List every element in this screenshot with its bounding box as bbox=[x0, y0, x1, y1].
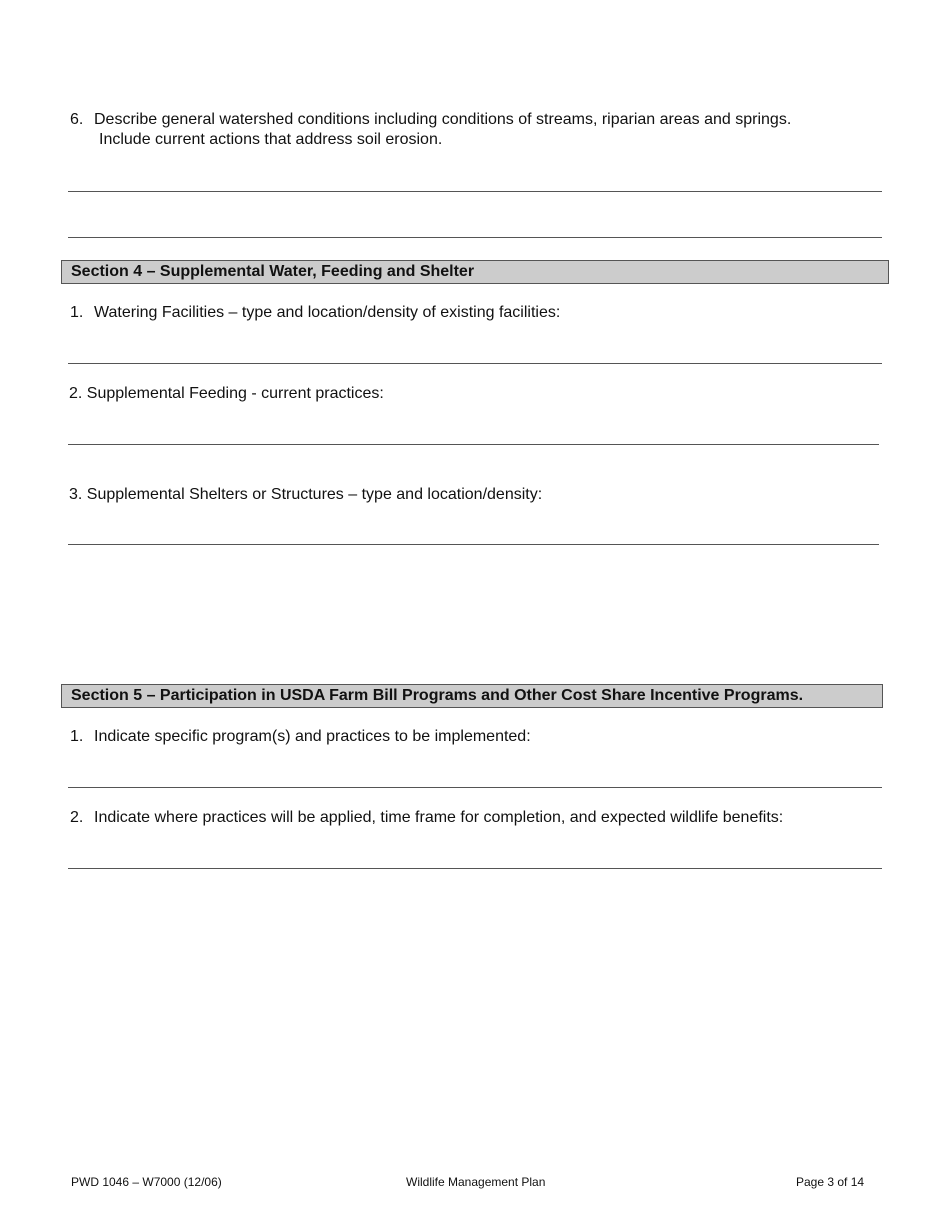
section-5-header: Section 5 – Participation in USDA Farm Bill Programs and Other Cost Share Incentive Programs. bbox=[61, 684, 883, 708]
question-text: Indicate where practices will be applied, time frame for completion, and expected wildlife benefits: bbox=[94, 809, 784, 826]
section-4-header: Section 4 – Supplemental Water, Feeding and Shelter bbox=[61, 260, 889, 284]
answer-line[interactable] bbox=[68, 237, 882, 238]
answer-line[interactable] bbox=[68, 191, 882, 192]
answer-line[interactable] bbox=[68, 363, 882, 364]
answer-line[interactable] bbox=[68, 544, 879, 545]
section-4-question-2: 2. Supplemental Feeding - current practices: bbox=[69, 385, 384, 402]
section-4-question-1 bbox=[70, 303, 560, 323]
answer-line[interactable] bbox=[68, 444, 879, 445]
section-4-question-3: 3. Supplemental Shelters or Structures – type and location/density: bbox=[69, 486, 543, 503]
section-5-question-1 bbox=[70, 727, 531, 747]
footer-page-number: Page 3 of 14 bbox=[796, 1175, 865, 1189]
question-text-line1: Describe general watershed conditions including conditions of streams, riparian areas and springs. bbox=[94, 111, 792, 128]
question-number: 6. bbox=[70, 111, 84, 128]
question-number: 1. bbox=[70, 728, 84, 745]
answer-line[interactable] bbox=[68, 868, 882, 869]
question-number: 2. bbox=[70, 809, 84, 826]
footer-title: Wildlife Management Plan bbox=[406, 1175, 546, 1189]
question-number: 1. bbox=[70, 304, 84, 321]
answer-line[interactable] bbox=[68, 787, 882, 788]
question-text: Watering Facilities – type and location/density of existing facilities: bbox=[94, 304, 561, 321]
section-5-question-2 bbox=[70, 808, 783, 828]
question-6-line2: Include current actions that address soil erosion. bbox=[99, 131, 443, 148]
footer-form-id: PWD 1046 – W7000 (12/06) bbox=[71, 1175, 222, 1189]
question-6 bbox=[70, 110, 791, 130]
question-text: Indicate specific program(s) and practices to be implemented: bbox=[94, 728, 531, 745]
